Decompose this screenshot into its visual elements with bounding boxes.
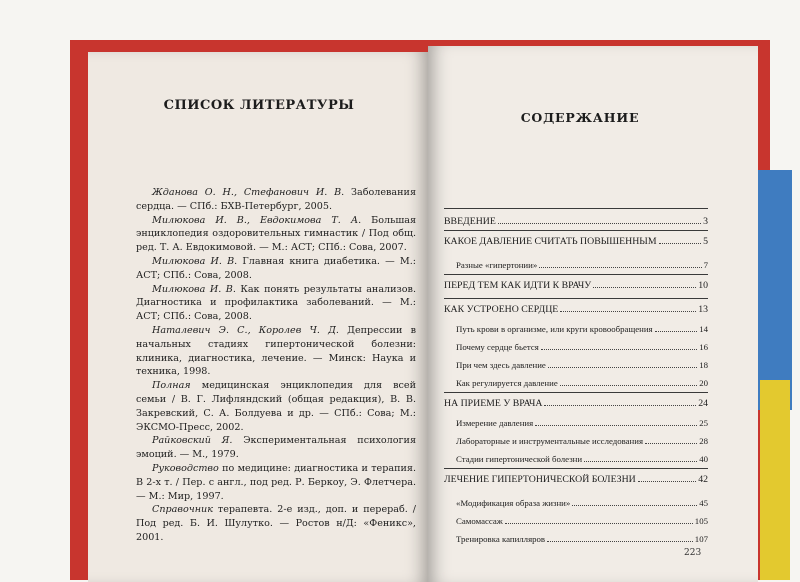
toc-entry — [444, 418, 708, 432]
toc-leader-dots — [560, 384, 697, 386]
reference-item: Милюкова И. В. Как понять результаты анализов. Диагностика и профилактика заболеваний. — М.: АСТ; СПб.: Сова, 2008. — [136, 283, 416, 323]
toc-divider — [444, 208, 708, 209]
toc-entry — [444, 324, 708, 338]
toc-leader-dots — [593, 286, 696, 288]
toc-entry — [444, 260, 708, 274]
book-cover-yellow-strip — [760, 380, 790, 580]
toc-entry-page: 13 — [698, 304, 708, 315]
toc-entry-label: Лабораторные и инструментальные исследования — [456, 436, 644, 446]
toc-entry-page: 107 — [694, 534, 708, 544]
toc-entry — [444, 454, 708, 468]
toc-leader-dots — [547, 540, 693, 542]
toc-leader-dots — [638, 480, 696, 482]
toc-entry-label: ПЕРЕД ТЕМ КАК ИДТИ К ВРАЧУ — [444, 280, 592, 291]
toc-entry-page: 105 — [694, 516, 708, 526]
toc-entry-label: Тренировка капилляров — [456, 534, 546, 544]
toc-divider — [444, 468, 708, 469]
reference-item: Милюкова И. В. Главная книга диабетика. — М.: АСТ; СПб.: Сова, 2008. — [136, 255, 417, 281]
toc-leader-dots — [548, 366, 697, 368]
toc-leader-dots — [572, 504, 697, 506]
toc-leader-dots — [539, 266, 701, 268]
toc-divider — [444, 298, 708, 299]
reference-item: Справочник терапевта. 2-е изд., доп. и перераб. / Под ред. Б. И. Шулутко. — Ростов н/Д: «Феникс», 2001. — [136, 504, 416, 543]
toc-entry-label: Почему сердце бьется — [456, 342, 539, 352]
reference-item: Руководство по медицине: диагностика и терапия. В 2-х т. / Пер. с англ., под ред. Р. Беркоу, Э. Флетчера. — М.: Мир, 1997. — [136, 462, 416, 502]
toc-entry-label: «Модификация образа жизни» — [456, 498, 571, 508]
toc-entry-page: 18 — [699, 360, 708, 370]
bibliography-list — [136, 186, 416, 545]
toc-entry-page: 7 — [703, 260, 708, 270]
bibliography-title: СПИСОК ЛИТЕРАТУРЫ — [163, 98, 355, 113]
toc-entry-label: НА ПРИЕМЕ У ВРАЧА — [444, 398, 543, 409]
toc-entry-page: 14 — [699, 324, 708, 334]
toc-leader-dots — [560, 310, 696, 312]
toc-entry — [444, 280, 708, 294]
toc-divider — [444, 274, 708, 275]
toc-entry-page: 20 — [699, 378, 708, 388]
toc-entry-page: 28 — [699, 436, 708, 446]
toc-entry — [444, 378, 708, 392]
toc-entry-page: 42 — [698, 474, 708, 485]
book-cover-blue-strip — [758, 170, 792, 410]
toc-entry — [444, 398, 708, 412]
toc-entry-page: 16 — [699, 342, 708, 352]
toc-entry-page: 45 — [699, 498, 708, 508]
toc-entry-label: ЛЕЧЕНИЕ ГИПЕРТОНИЧЕСКОЙ БОЛЕЗНИ — [444, 474, 636, 485]
toc-entry-label: КАКОЕ ДАВЛЕНИЕ СЧИТАТЬ ПОВЫШЕННЫМ — [444, 236, 657, 247]
toc-entry — [444, 436, 708, 450]
toc-leader-dots — [584, 460, 697, 462]
toc-leader-dots — [541, 348, 697, 350]
toc-entry — [444, 304, 708, 318]
toc-entry-label: КАК УСТРОЕНО СЕРДЦЕ — [444, 304, 559, 315]
reference-item: Жданова О. Н., Стефанович И. В. Заболевания сердца. — СПб.: БХВ-Петербург, 2005. — [136, 187, 416, 212]
toc-entry-label: При чем здесь давление — [456, 360, 546, 370]
toc-divider — [444, 392, 708, 393]
toc-leader-dots — [498, 222, 701, 224]
toc-divider — [444, 230, 708, 231]
contents-title: СОДЕРЖАНИЕ — [520, 110, 640, 125]
page-number: 223 — [684, 548, 702, 558]
toc-entry — [444, 516, 708, 530]
toc-entry-label: Стадии гипертонической болезни — [456, 454, 583, 464]
toc-entry-label: Путь крови в организме, или круги кровообращения — [456, 324, 653, 334]
toc-entry-page: 25 — [699, 418, 708, 428]
toc-leader-dots — [544, 404, 696, 406]
toc-entry — [444, 216, 708, 230]
toc-entry — [444, 236, 708, 250]
toc-entry-page: 5 — [703, 236, 708, 247]
toc-leader-dots — [659, 242, 702, 244]
toc-entry-label: ВВЕДЕНИЕ — [444, 216, 496, 227]
toc-entry-label: Самомассаж — [456, 516, 503, 526]
toc-entry-label: Разные «гипертонии» — [456, 260, 538, 270]
toc-entry-page: 24 — [698, 398, 708, 409]
toc-entry-page: 40 — [699, 454, 708, 464]
toc-entry — [444, 534, 708, 548]
toc-leader-dots — [655, 330, 698, 332]
toc-leader-dots — [645, 442, 697, 444]
toc-entry-page: 10 — [698, 280, 708, 291]
reference-item: Райковский Я. Экспериментальная психология эмоций. — М., 1979. — [136, 435, 417, 461]
toc-entry-page: 3 — [703, 216, 708, 227]
toc-leader-dots — [505, 522, 693, 524]
toc-leader-dots — [535, 424, 697, 426]
toc-entry — [444, 360, 708, 374]
reference-item: Полная медицинская энциклопедия для всей семьи / В. Г. Лифляндский (общая редакция), В. В. Закревский, С. А. Болдуева и др. — СПб.: Сова; М.: ЭКСМО-Пресс, 2002. — [136, 380, 416, 433]
reference-item: Наталевич Э. С., Королев Ч. Д. Депрессии в начальных стадиях гипертонической болезни: клиника, диагностика, лечение. — Минск: Наука и техника, 1998. — [136, 324, 416, 378]
toc-entry-label: Как регулируется давление — [456, 378, 558, 388]
reference-item: Милюкова И. В., Евдокимова Т. А. Большая энциклопедия оздоровительных гимнастик / Под общ. ред. Т. А. Евдокимовой. — М.: АСТ; СПб.: Сова, 2007. — [136, 214, 417, 254]
toc-entry — [444, 498, 708, 512]
toc-entry-label: Измерение давления — [456, 418, 534, 428]
toc-entry — [444, 474, 708, 488]
toc-entry — [444, 342, 708, 356]
